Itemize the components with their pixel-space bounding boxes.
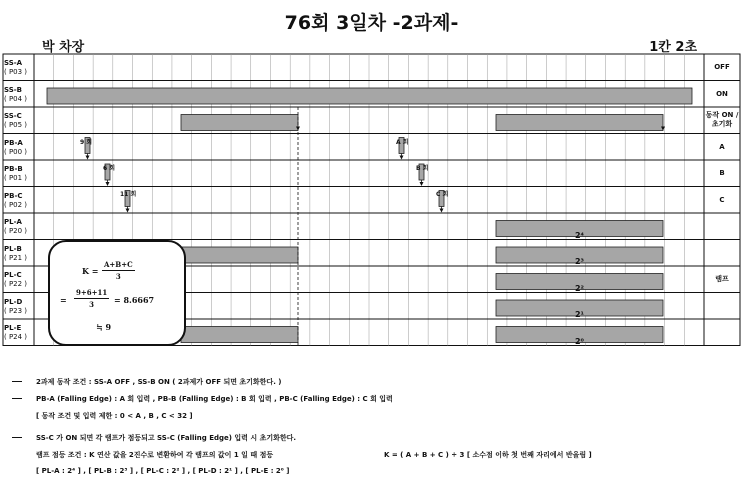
row-name: PL-A: [4, 218, 22, 226]
lamp-group-label: 램프: [715, 275, 729, 283]
pb-a-pulse-var-arrow: [400, 156, 404, 160]
pl-b-value: 2³: [574, 257, 585, 266]
formula-approx: ≒ 9: [96, 322, 112, 332]
row-name: PL-D: [4, 297, 23, 306]
row-name: PB-B: [4, 165, 23, 173]
ss-b-on-band: [47, 88, 692, 104]
row-address: ( P04 ): [4, 94, 28, 103]
row-name: SS-A: [4, 59, 23, 67]
pl-e-band-1: [181, 327, 298, 343]
formula-fraction-2: [74, 288, 109, 309]
row-name: PL-C: [4, 271, 22, 279]
author-label: 박 차장: [42, 40, 85, 55]
row-address: ( P20 ): [4, 227, 28, 235]
row-address: ( P21 ): [4, 253, 28, 262]
pl-a-value: 2⁴: [574, 231, 585, 240]
row-address: ( P22 ): [4, 280, 28, 288]
row-address: ( P01 ): [4, 174, 28, 182]
pb-c-var-label: C 회: [436, 191, 449, 198]
pb-b-var-label: B 회: [416, 165, 429, 172]
note-bullet: [12, 398, 22, 399]
pb-c-pulse-var-arrow: [440, 209, 444, 213]
row-address: ( P03 ): [4, 68, 28, 76]
row-label-ss-b: [4, 86, 34, 104]
row-state-ss-c: 동작 ON / 초기화: [705, 111, 739, 128]
formula-lhs: K =: [82, 266, 99, 276]
note-bullet: [12, 437, 22, 438]
note-limits: [ 동작 조건 및 입력 제한 : 0 < A , B , C < 32 ]: [36, 412, 193, 420]
row-state-ss-a: OFF: [714, 63, 730, 71]
note-inputs: PB-A (Falling Edge) : A 회 입력 , PB-B (Falling Edge) : B 회 입력 , PB-C (Falling Edge) : C 회 입력: [36, 395, 393, 403]
row-label-pl-c: [4, 271, 34, 289]
row-label-ss-c: [4, 112, 34, 130]
grid-unit-label: 1칸 2초: [649, 40, 697, 55]
note-k-formula: K = ( A + B + C ) ÷ 3 [ 소수점 이하 첫 번째 자리에서 반올림 ]: [384, 451, 592, 459]
row-name: PB-A: [4, 138, 23, 147]
row-address: ( P05 ): [4, 121, 28, 129]
row-label-pl-e: [4, 324, 34, 342]
note-bullet: [12, 381, 22, 382]
pb-b-count-label: 6 회: [103, 165, 116, 172]
pb-b-pulse-arrow: [106, 182, 110, 186]
formula-fraction: [102, 260, 135, 281]
row-state-pb-c: C: [719, 195, 725, 204]
row-address: ( P23 ): [4, 306, 28, 315]
row-name: PL-B: [4, 244, 22, 253]
formula-numerator: A+B+C: [104, 260, 133, 269]
pl-e-value: 2⁰: [574, 337, 585, 346]
pb-b-pulse-var-arrow: [420, 182, 424, 186]
row-name: SS-B: [4, 85, 23, 94]
page-title: 76회 3일차 -2과제-: [284, 12, 459, 34]
row-address: ( P00 ): [4, 147, 28, 156]
row-state-pb-a: A: [719, 142, 725, 151]
note-condition: 2과제 동작 조건 : SS-A OFF , SS-B ON ( 2과제가 OFF 되면 초기화한다. ): [36, 378, 282, 386]
row-state-ss-b: ON: [716, 89, 728, 98]
formula-box: [48, 240, 186, 346]
row-address: ( P02 ): [4, 200, 28, 209]
formula-eq2: =: [60, 295, 67, 305]
row-address: ( P24 ): [4, 333, 28, 341]
row-name: PL-E: [4, 324, 22, 332]
note-ssc: SS-C 가 ON 되면 각 램프가 점등되고 SS-C (Falling Edge) 입력 시 초기화한다.: [36, 434, 297, 442]
note-lamp-weights: [ PL-A : 2⁴ ] , [ PL-B : 2³ ] , [ PL-C : 2² ] , [ PL-D : 2¹ ] , [ PL-E : 2⁰ ]: [36, 467, 290, 475]
pb-c-count-label: 11 회: [120, 191, 137, 198]
pl-b-band-1: [181, 247, 298, 263]
row-name: SS-C: [4, 112, 22, 120]
row-label-pb-b: [4, 165, 34, 183]
pl-d-value: 2¹: [574, 310, 585, 319]
row-label-pl-b: [4, 245, 34, 263]
row-label-pb-c: [4, 192, 34, 210]
row-state-pb-b: B: [719, 169, 725, 177]
row-label-pl-a: [4, 218, 34, 236]
formula-result: = 8.6667: [114, 295, 155, 305]
formula-denominator-2: 3: [89, 300, 95, 309]
row-label-pb-a: [4, 139, 34, 157]
row-name: PB-C: [4, 191, 23, 200]
pb-a-pulse-arrow: [86, 156, 90, 160]
row-label-ss-a: [4, 59, 34, 77]
ss-c-band-2: [496, 115, 663, 131]
pl-c-value: 2²: [574, 284, 585, 293]
formula-denominator: 3: [115, 272, 121, 281]
ss-c-band-1: [181, 115, 298, 131]
row-label-pl-d: [4, 298, 34, 316]
formula-numerator-2: 9+6+11: [76, 288, 108, 297]
note-lamp-condition: 램프 점등 조건 : K 연산 값을 2진수로 변환하여 각 램프의 값이 1 일 때 점등: [36, 451, 274, 459]
pb-a-count-label: 9 회: [80, 139, 93, 146]
pb-a-var-label: A 회: [396, 139, 409, 146]
pb-c-pulse-arrow: [126, 209, 130, 213]
